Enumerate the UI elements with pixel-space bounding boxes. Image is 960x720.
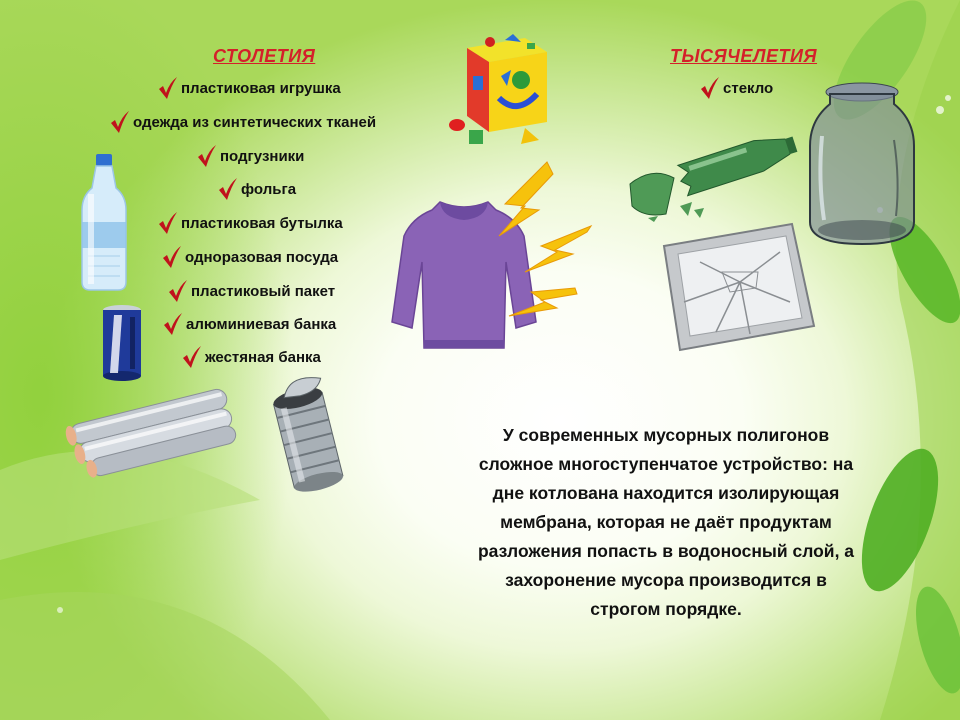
list-item-label: фольга	[241, 180, 297, 198]
check-mark-icon	[110, 110, 130, 134]
list-item	[163, 313, 336, 335]
check-mark-icon	[700, 76, 720, 100]
check-mark-icon	[162, 245, 182, 269]
list-item	[158, 212, 343, 234]
water-bottle-icon	[78, 152, 130, 292]
paragraph-line: мембрана, которая не даёт продуктам	[500, 512, 832, 532]
list-item-label: одноразовая посуда	[185, 248, 339, 266]
paragraph-line: У современных мусорных полигонов	[502, 425, 830, 445]
list-item-label: алюминиевая банка	[186, 315, 337, 333]
broken-bottle-icon	[622, 122, 800, 222]
paragraph-line: захоронение мусора производится в	[505, 570, 827, 590]
check-mark-icon	[158, 76, 178, 100]
info-paragraph	[436, 421, 896, 624]
check-mark-icon	[168, 279, 188, 303]
list-item	[197, 145, 304, 167]
paragraph-line: строгом порядке.	[590, 599, 742, 619]
list-item	[700, 77, 773, 99]
check-mark-icon	[182, 345, 202, 369]
list-item-label: стекло	[723, 79, 774, 97]
broken-frame-icon	[660, 222, 818, 354]
list-item-label: пластиковая бутылка	[181, 214, 343, 232]
paragraph-line: разложения попасть в водоносный слой, а	[477, 541, 855, 561]
toy-shape-sorter-icon	[445, 30, 560, 155]
list-item	[182, 346, 321, 368]
paragraph-line: дне котлована находится изолирующая	[492, 483, 840, 503]
list-item	[218, 178, 296, 200]
aluminum-can-icon	[100, 303, 144, 383]
centuries-heading: СТОЛЕТИЯ	[213, 46, 316, 66]
lightning-icon	[495, 160, 595, 340]
check-mark-icon	[218, 177, 238, 201]
list-item	[168, 280, 335, 302]
list-item	[162, 246, 338, 268]
millennia-heading: ТЫСЯЧЕЛЕТИЯ	[670, 46, 818, 66]
glass-jar-icon	[804, 80, 920, 248]
check-mark-icon	[163, 312, 183, 336]
tin-can-icon	[274, 377, 342, 493]
paragraph-line: сложное многоступенчатое устройство: на	[478, 454, 854, 474]
list-item	[158, 77, 341, 99]
list-item-label: пластиковый пакет	[191, 282, 336, 300]
foil-rolls-icon	[62, 376, 240, 466]
list-item-label: жестяная банка	[205, 348, 321, 366]
list-item	[110, 111, 376, 133]
check-mark-icon	[197, 144, 217, 168]
check-mark-icon	[158, 211, 178, 235]
list-item-label: подгузники	[220, 147, 305, 165]
list-item-label: одежда из синтетических тканей	[133, 113, 377, 131]
list-item-label: пластиковая игрушка	[181, 79, 341, 97]
